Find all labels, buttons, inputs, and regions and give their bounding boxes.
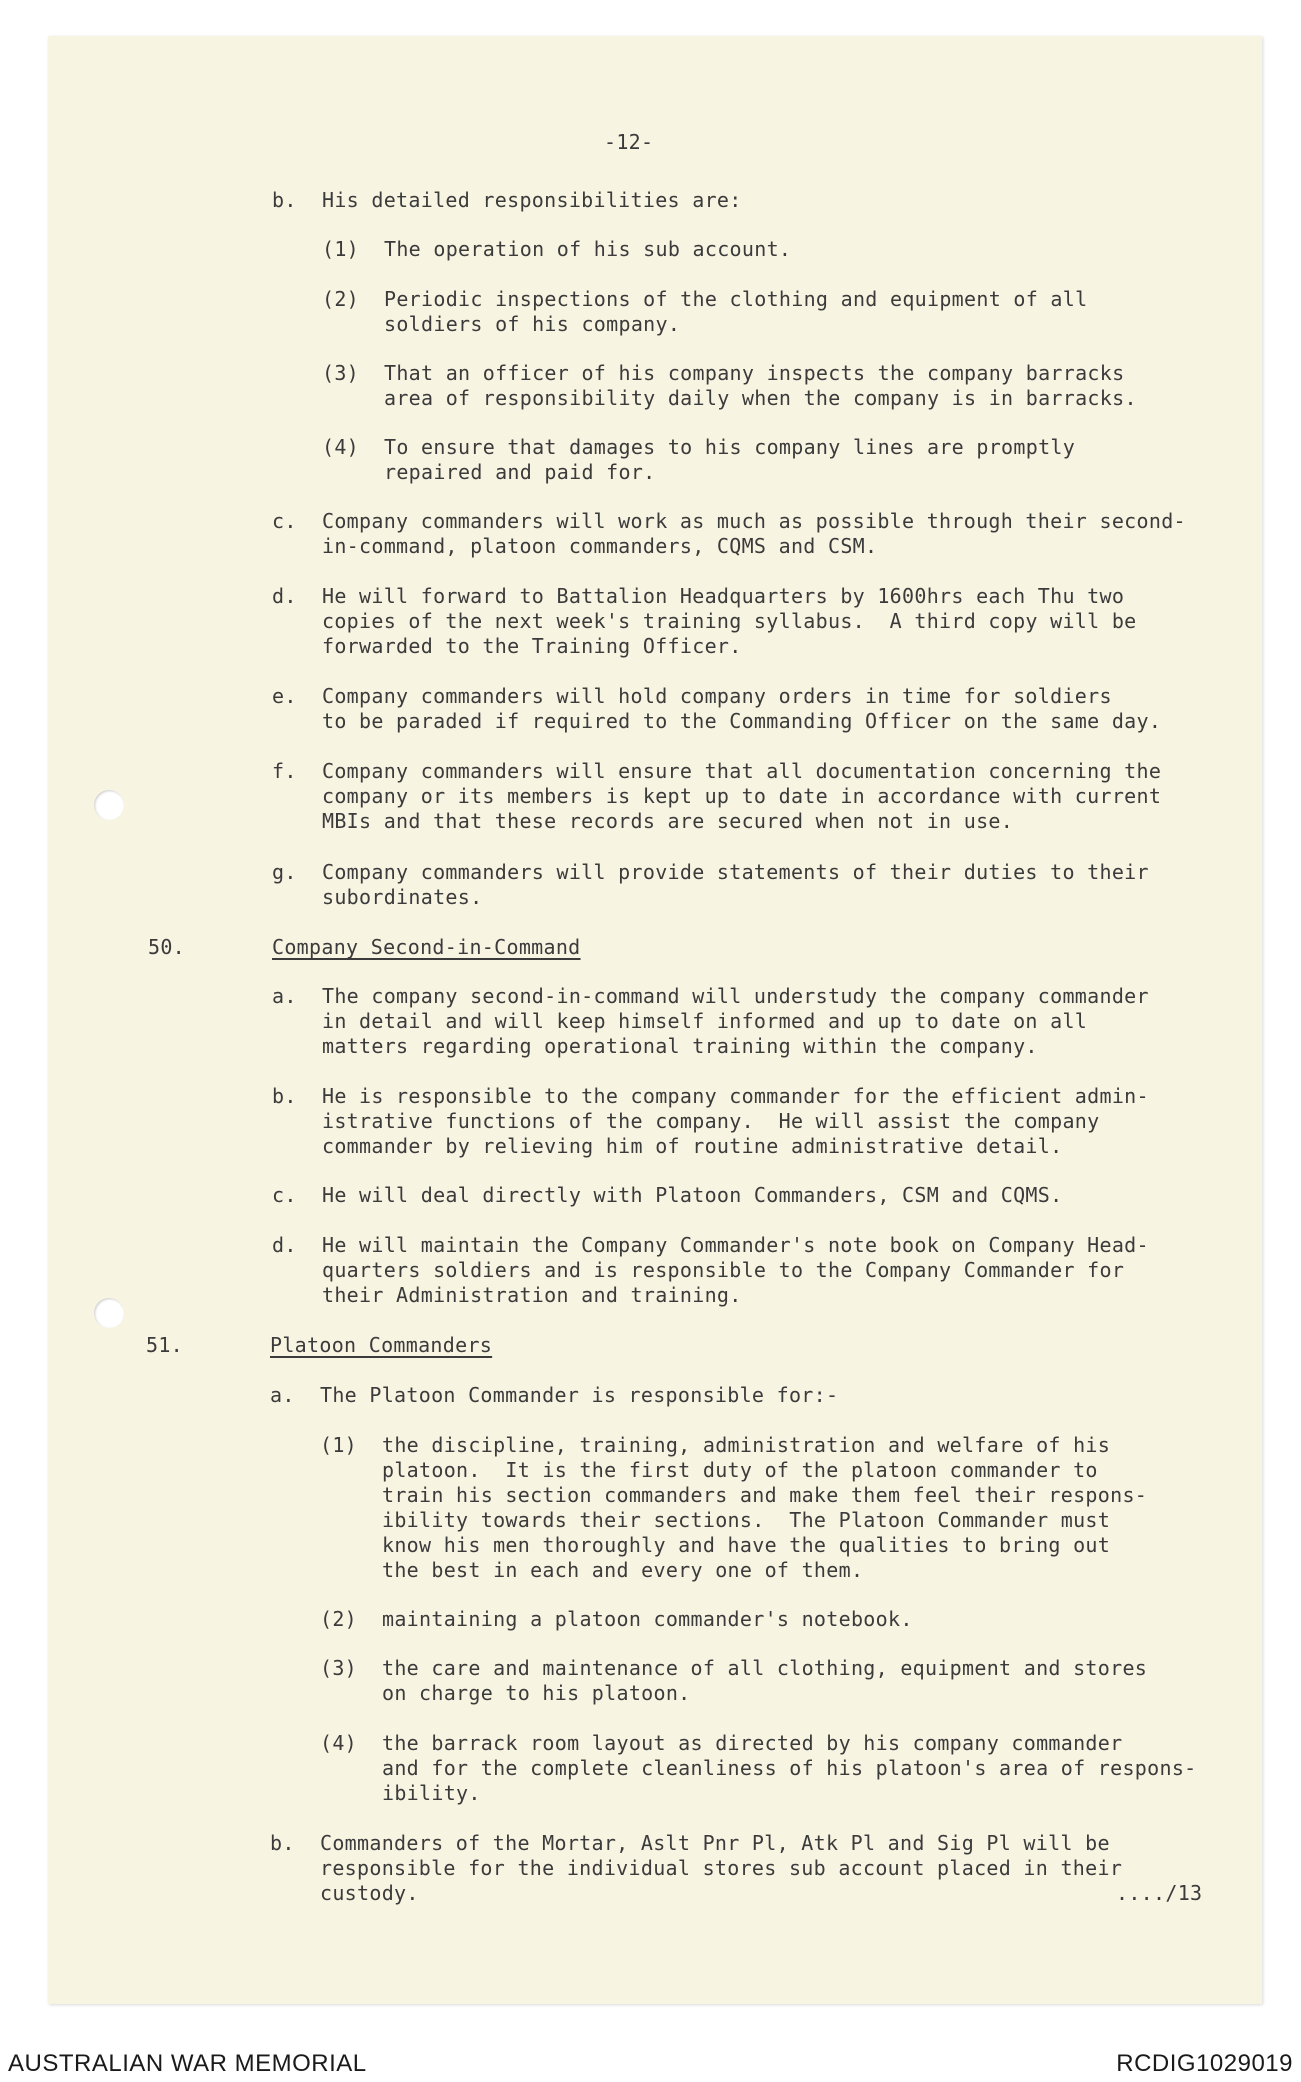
item-text-line: matters regarding operational training within the company. <box>322 1034 1038 1058</box>
subitem-label: (2) <box>320 1607 358 1631</box>
subitem-text-line: on charge to his platoon. <box>382 1681 691 1705</box>
item-label: d. <box>272 1233 297 1257</box>
punch-hole-bottom <box>94 1298 124 1328</box>
subitem-label: (1) <box>322 237 360 261</box>
subitem-label: (3) <box>320 1656 358 1680</box>
item-text-line: subordinates. <box>322 885 483 909</box>
item-text-line: He will maintain the Company Commander's note book on Company Head- <box>322 1233 1149 1257</box>
item-text-line: istrative functions of the company. He will assist the company <box>322 1109 1100 1133</box>
subitem-text-line: Periodic inspections of the clothing and equipment of all <box>384 287 1088 311</box>
item-text-line: commander by relieving him of routine administrative detail. <box>322 1134 1063 1158</box>
subitem-text-line: platoon. It is the first duty of the platoon commander to <box>382 1458 1098 1482</box>
subitem-text-line: repaired and paid for. <box>384 460 656 484</box>
subitem-text-line: the best in each and every one of them. <box>382 1558 864 1582</box>
item-label: g. <box>272 860 297 884</box>
subitem-text-line: soldiers of his company. <box>384 312 681 336</box>
item-text-line: He will deal directly with Platoon Commanders, CSM and CQMS. <box>322 1183 1063 1207</box>
item-label: e. <box>272 684 297 708</box>
subitem-label: (1) <box>320 1433 358 1457</box>
subitem-text-line: area of responsibility daily when the company is in barracks. <box>384 386 1137 410</box>
item-label: b. <box>272 188 297 212</box>
item-text-line: to be paraded if required to the Commanding Officer on the same day. <box>322 709 1162 733</box>
subitem-label: (4) <box>320 1731 358 1755</box>
item-label: c. <box>272 509 297 533</box>
subitem-label: (3) <box>322 361 360 385</box>
item-label: c. <box>272 1183 297 1207</box>
section-heading: Company Second-in-Command <box>272 935 581 959</box>
item-text-line: Company commanders will provide statements of their duties to their <box>322 860 1149 884</box>
section-number: 51. <box>146 1333 184 1357</box>
item-text-line: His detailed responsibilities are: <box>322 188 742 212</box>
item-text-line: company or its members is kept up to date in accordance with current <box>322 784 1162 808</box>
subitem-text-line: train his section commanders and make them feel their respons- <box>382 1483 1148 1507</box>
subitem-text-line: the discipline, training, administration and welfare of his <box>382 1433 1111 1457</box>
item-text-line: responsible for the individual stores sub account placed in their <box>320 1856 1123 1880</box>
item-text-line: forwarded to the Training Officer. <box>322 634 742 658</box>
subitem-text-line: the barrack room layout as directed by his company commander <box>382 1731 1123 1755</box>
item-text-line: copies of the next week's training syllabus. A third copy will be <box>322 609 1137 633</box>
subitem-text-line: the care and maintenance of all clothing, equipment and stores <box>382 1656 1148 1680</box>
continuation-marker: ..../13 <box>1116 1881 1203 1905</box>
section-heading: Platoon Commanders <box>270 1333 493 1357</box>
subitem-text-line: To ensure that damages to his company lines are promptly <box>384 435 1076 459</box>
punch-hole-top <box>94 790 124 820</box>
item-text-line: Company commanders will ensure that all documentation concerning the <box>322 759 1162 783</box>
archive-source-label: AUSTRALIAN WAR MEMORIAL <box>8 2050 367 2077</box>
item-text-line: Company commanders will work as much as possible through their second- <box>322 509 1186 533</box>
item-text-line: Commanders of the Mortar, Aslt Pnr Pl, Atk Pl and Sig Pl will be <box>320 1831 1110 1855</box>
item-text-line: custody. <box>320 1881 419 1905</box>
item-text-line: in detail and will keep himself informed and up to date on all <box>322 1009 1088 1033</box>
subitem-text-line: That an officer of his company inspects the company barracks <box>384 361 1125 385</box>
item-text-line: their Administration and training. <box>322 1283 742 1307</box>
item-text-line: MBIs and that these records are secured when not in use. <box>322 809 1014 833</box>
item-label: a. <box>270 1383 295 1407</box>
item-text-line: The company second-in-command will understudy the company commander <box>322 984 1149 1008</box>
item-label: b. <box>272 1084 297 1108</box>
item-label: a. <box>272 984 297 1008</box>
subitem-label: (4) <box>322 435 360 459</box>
subitem-text-line: and for the complete cleanliness of his platoon's area of respons- <box>382 1756 1197 1780</box>
subitem-text-line: know his men thoroughly and have the qualities to bring out <box>382 1533 1111 1557</box>
item-text-line: quarters soldiers and is responsible to the Company Commander for <box>322 1258 1125 1282</box>
item-text-line: He will forward to Battalion Headquarters by 1600hrs each Thu two <box>322 584 1125 608</box>
section-number: 50. <box>148 935 186 959</box>
item-text-line: The Platoon Commander is responsible for:- <box>320 1383 839 1407</box>
archive-id-label: RCDIG1029019 <box>1116 2050 1293 2077</box>
item-text-line: in-command, platoon commanders, CQMS and CSM. <box>322 534 878 558</box>
item-label: d. <box>272 584 297 608</box>
subitem-text-line: The operation of his sub account. <box>384 237 792 261</box>
subitem-text-line: maintaining a platoon commander's notebook. <box>382 1607 913 1631</box>
item-label: f. <box>272 759 297 783</box>
item-text-line: He is responsible to the company commander for the efficient admin- <box>322 1084 1149 1108</box>
subitem-text-line: ibility. <box>382 1781 481 1805</box>
page-number: -12- <box>604 130 654 154</box>
subitem-label: (2) <box>322 287 360 311</box>
item-label: b. <box>270 1831 295 1855</box>
subitem-text-line: ibility towards their sections. The Platoon Commander must <box>382 1508 1111 1532</box>
item-text-line: Company commanders will hold company orders in time for soldiers <box>322 684 1112 708</box>
